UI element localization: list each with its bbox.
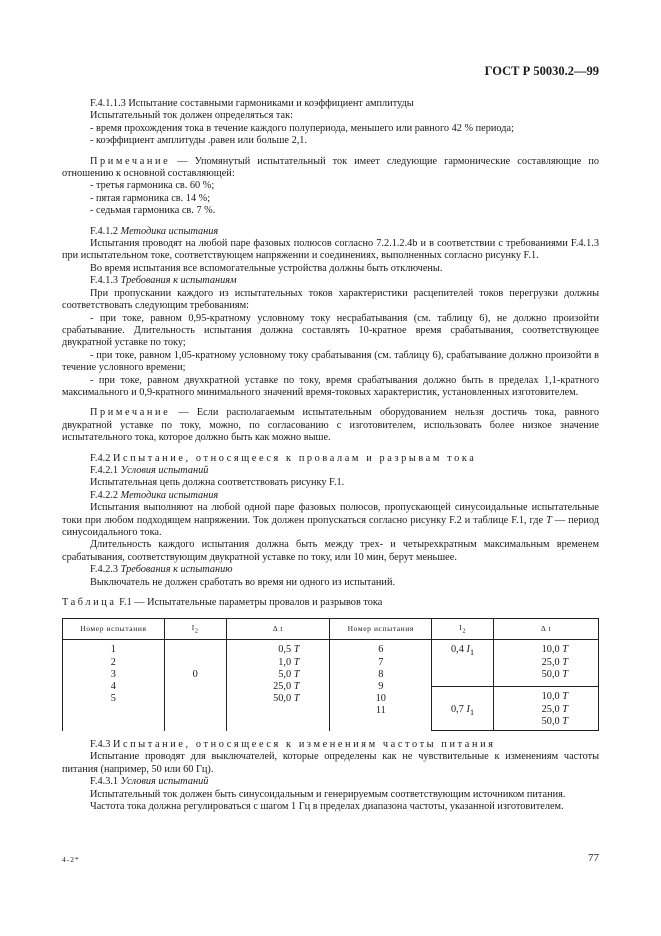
list-item: - при токе, равном 1,05-кратному условному току срабатывания (см. таблицу 6), срабатывание должно произойти в течение условного времени; [62, 349, 599, 374]
list-item: - коэффициент амплитуды .равен или больше 2,1. [90, 135, 308, 147]
paragraph: Испытания выполняют на любой одной паре фазовых полюсов, пропускающей синусоидальные испытательные токи при любом подходящем напряжении. Ток должен пропускаться согласно рисунку F.2 и таблице F.1, где T — период синусоидального тока. [62, 502, 599, 538]
paragraph: Длительность каждого испытания должна быть между трех- и четырехкратным максимальным временем срабатывания, соответствующим двукратной уставке по току, или 10 мин, берут меньшее. [62, 539, 599, 563]
test-parameters-table [62, 618, 599, 731]
list-item: - третья гармоника св. 60 %; [90, 180, 215, 192]
cell-i2: 0 [164, 640, 226, 731]
header-dt: Δ t [494, 619, 599, 640]
note [62, 407, 599, 444]
document-body [62, 98, 599, 813]
note-text: — Упомянутый испытательный ток имеет следующие гармонические составляющие по отношению к основной составляющей: [62, 155, 600, 180]
table-caption: Таблица F.1 — Испытательные параметры провалов и разрывов тока [62, 597, 383, 609]
list-item: - при токе, равном 0,95-кратному условному току несрабатывания (см. таблицу 6), не должно произойти срабатывание. Длительность испытания должна составлять 10-кратное время срабатывания, соответствующее двукратной уставке по току; [62, 312, 599, 349]
paragraph: Испытания проводят на любой паре фазовых полюсов согласно 7.2.1.2.4b и в соответствии с требованиями F.4.1.3 при испытательном токе, соответствующем напряжении и соединениях, выполненных согласно рисунку F.1. [62, 238, 599, 262]
clause-heading: F.4.2.2 Методика испытания [90, 489, 219, 501]
clause-heading: F.4.1.3 Требования к испытаниям [90, 275, 237, 287]
cell-dt-group-b: 10,0 T 25,0 T 50,0 T [494, 687, 599, 731]
clause-heading: F.4.2 Испытание, относящееся к провалам и разрывам тока [90, 452, 477, 464]
note-label: Примечание [90, 407, 171, 419]
table-header-row [63, 619, 599, 640]
cell-i2-group-b: 0,7 $I_1$ [432, 687, 494, 731]
cell-i2-group-a: 0,4 $I_1$ [432, 640, 494, 687]
list-item: - при токе, равном двухкратной уставке по току, время срабатывания должно быть в пределах 1,1-кратного максимального и 0,9-кратного минимального значений время-токовых характеристик, установленных изготовителем. [62, 374, 599, 398]
paragraph: При пропускании каждого из испытательных токов характеристики расцепителей токов перегрузки должны соответствовать следующим требованиям: [62, 287, 599, 312]
cell-dt: 0,5 T 1,0 T 5,0 T 25,0 T 50,0 T [226, 640, 330, 731]
paragraph: Испытательный ток должен определяться так: [90, 110, 293, 122]
clause-heading: F.4.2.3 Требования к испытанию [90, 564, 233, 576]
paragraph: Испытательный ток должен быть синусоидальным и генерируемым соответствующим источником питания. [90, 788, 566, 800]
paragraph: Во время испытания все вспомогательные устройства должны быть отключены. [90, 262, 443, 274]
note-text: — Если располагаемым испытательным оборудованием нельзя достичь тока, равного двукратной уставке по току, можно, по согласованию с изготовителем, использовать более низкое значение испытательного тока, которое должно быть как можно выше. [62, 407, 600, 444]
clause-heading: F.4.2.1 Условия испытаний [90, 464, 209, 476]
list-item: - седьмая гармоника св. 7 %. [90, 205, 216, 217]
cell-test-numbers: 6 7 8 9 10 11 [330, 640, 432, 731]
clause-heading: F.4.1.1.3 Испытание составными гармониками и коэффициент амплитуды [90, 98, 414, 109]
paragraph: Выключатель не должен сработать во время ни одного из испытаний. [90, 576, 396, 588]
document-header: ГОСТ Р 50030.2—99 [484, 64, 599, 78]
note-label: Примечание [90, 155, 171, 167]
note [62, 156, 599, 181]
cell-dt-group-a: 10,0 T 25,0 T 50,0 T [494, 640, 599, 687]
header-dt: Δ t [226, 619, 330, 640]
table-row [63, 640, 599, 687]
clause-heading: F.4.3.1 Условия испытаний [90, 776, 209, 788]
header-test-no: Номер испытания [63, 619, 165, 640]
list-item: - время прохождения тока в течение каждого полупериода, меньшего или равного 42 % периода; [90, 122, 514, 134]
paragraph: Частота тока должна регулироваться с шагом 1 Гц в пределах диапазона частоты, указанной изготовителем. [90, 801, 564, 813]
cell-test-numbers: 1 2 3 4 5 [63, 640, 165, 731]
clause-heading: F.4.3 Испытание, относящееся к изменениям частоты питания [90, 739, 496, 751]
paragraph: Испытание проводят для выключателей, которые определены как не чувствительные к изменениям частоты питания (например, 50 или 60 Гц). [62, 751, 599, 775]
footer-code: 4-2* [62, 855, 80, 864]
clause-heading: F.4.1.2 Методика испытания [90, 225, 219, 237]
page-number: 77 [588, 852, 599, 864]
header-i2: $I_2$ [164, 619, 226, 640]
header-test-no: Номер испытания [330, 619, 432, 640]
header-i2: $I_2$ [432, 619, 494, 640]
list-item: - пятая гармоника св. 14 %; [90, 192, 211, 204]
paragraph: Испытательная цепь должна соответствовать рисунку F.1. [90, 477, 345, 489]
